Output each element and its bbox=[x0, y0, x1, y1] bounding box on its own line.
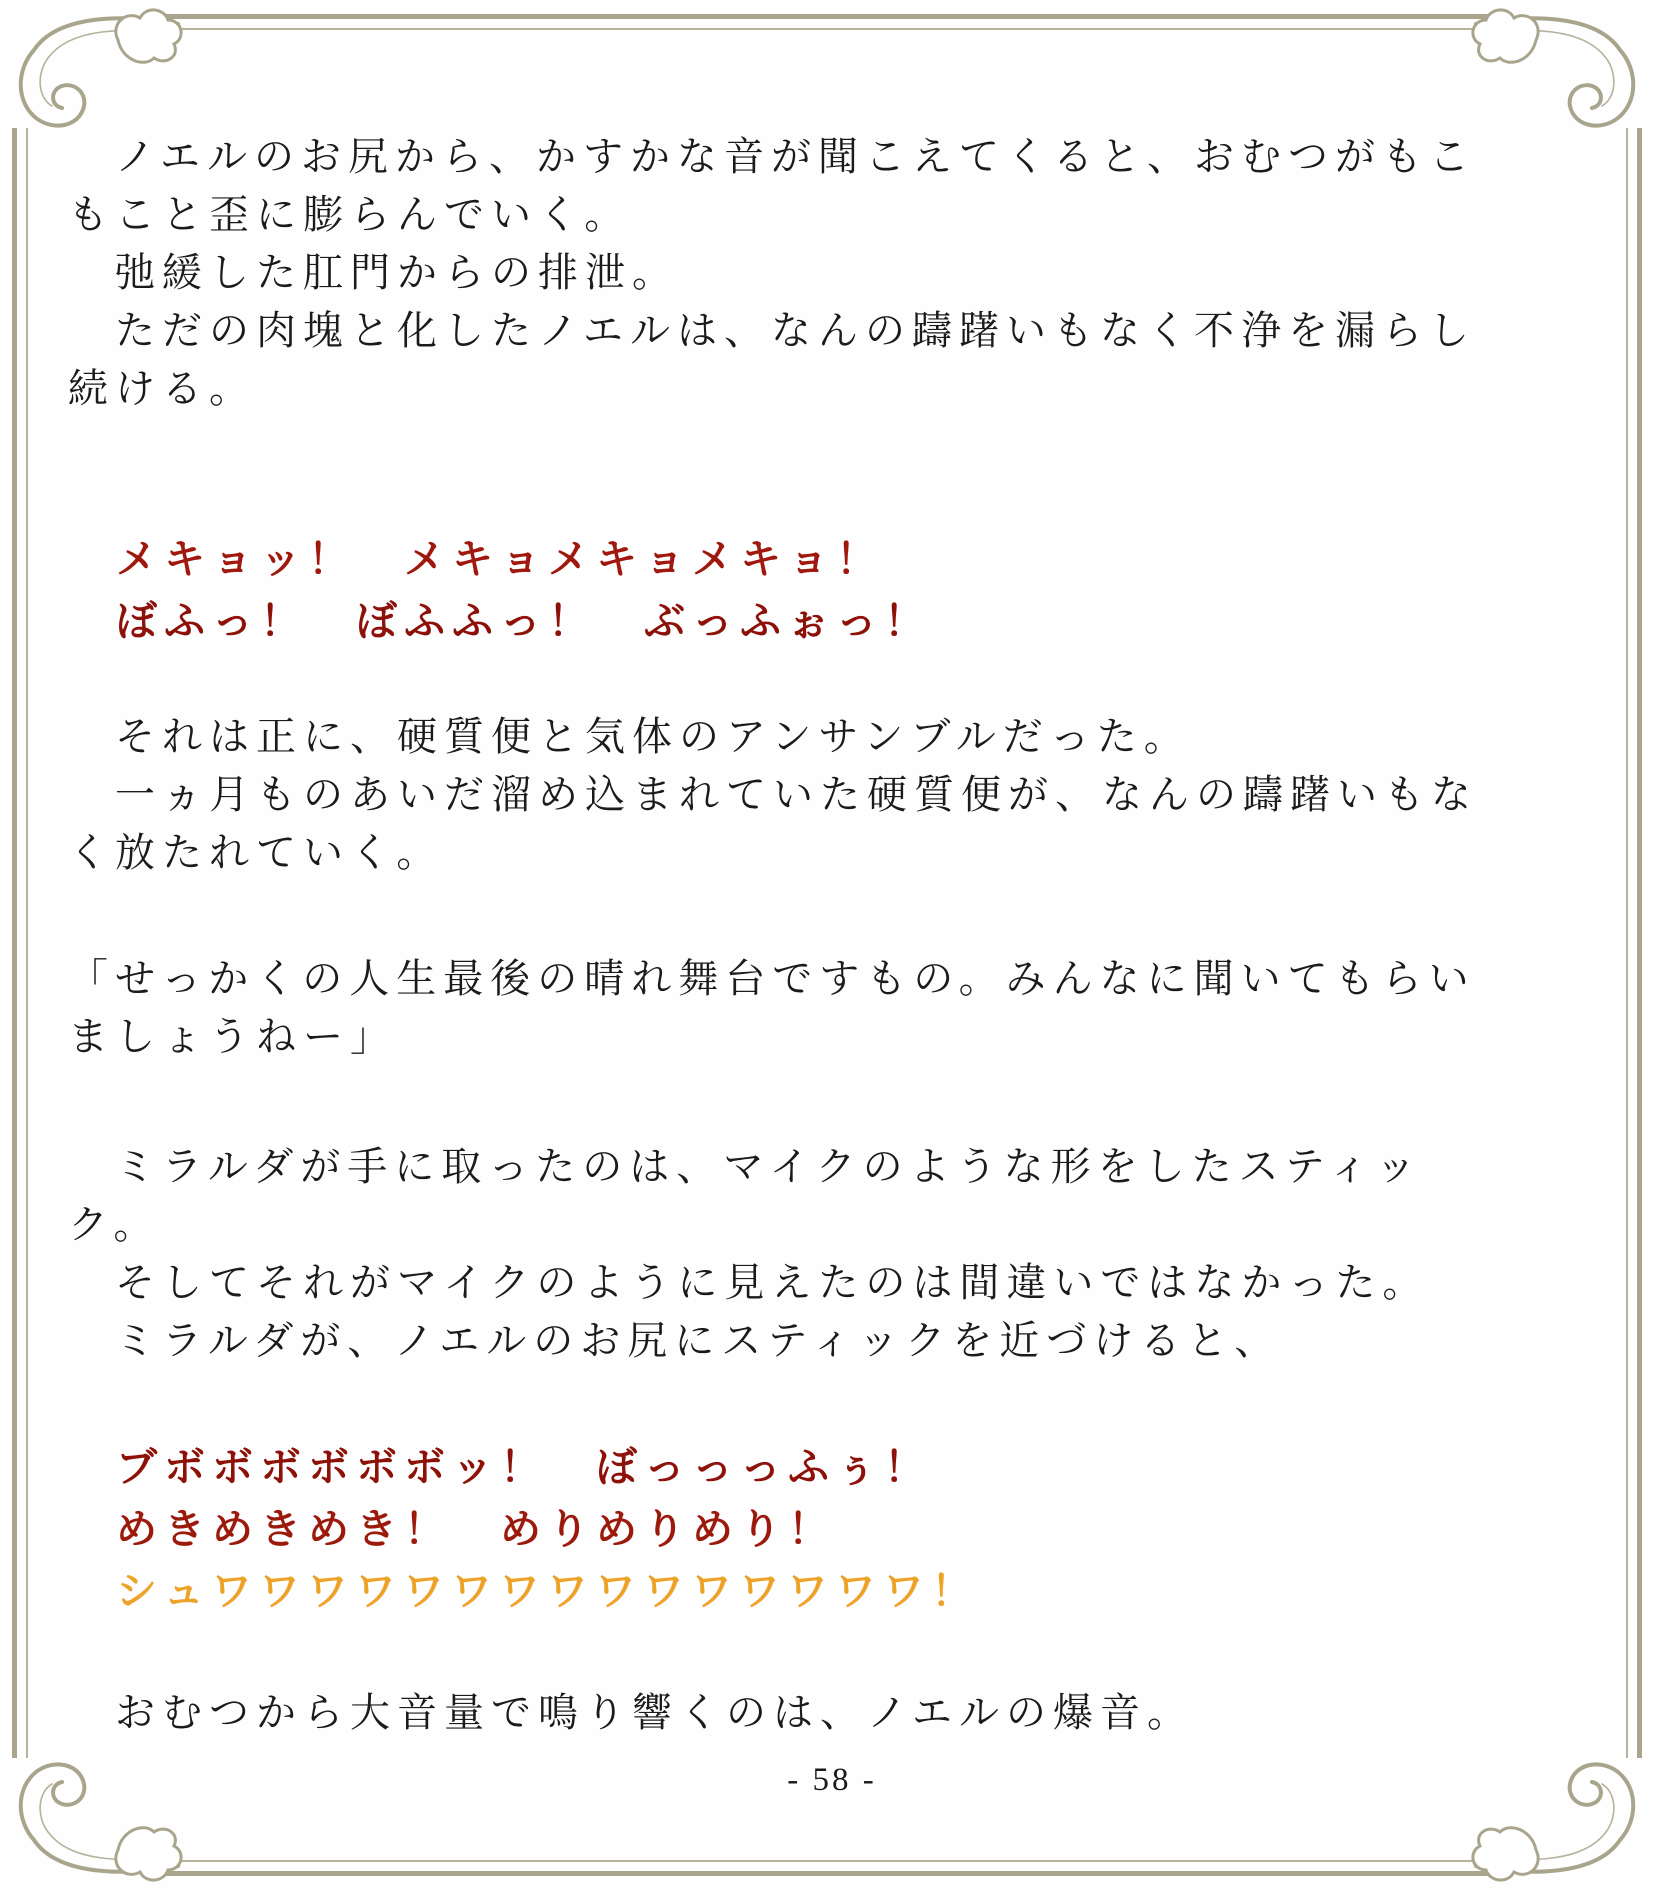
paragraph-4 bbox=[68, 1684, 1596, 1742]
text-line: ただの肉塊と化したノエルは、なんの躊躇いもなく不浄を漏らし bbox=[68, 308, 1476, 353]
text-line: 続ける。 bbox=[68, 366, 256, 411]
text-line: く放たれていく。 bbox=[68, 830, 444, 875]
text-line: それは正に、硬質便と気体のアンサンブルだった。 bbox=[68, 714, 1191, 759]
sfx-line: シュワワワワワワワワワワワワワワワ！ bbox=[68, 1568, 980, 1614]
text-line: ノエルのお尻から、かすかな音が聞こえてくると、おむつがもこ bbox=[68, 134, 1476, 179]
text-line: ミラルダが手に取ったのは、マイクのような形をしたスティッ bbox=[68, 1144, 1423, 1189]
frame-border-left bbox=[12, 128, 28, 1758]
sfx-block-1 bbox=[68, 528, 1596, 652]
sfx-line: めきめきめき！ めりめりめり！ bbox=[68, 1506, 836, 1552]
text-line: もこと歪に膨らんでいく。 bbox=[68, 192, 632, 237]
page-text bbox=[68, 128, 1596, 1802]
paragraph-1 bbox=[68, 128, 1596, 418]
sfx-block-2 bbox=[68, 1436, 1596, 1622]
sfx-line: メキョッ！ メキョメキョメキョ！ bbox=[68, 536, 884, 582]
frame-border-top bbox=[160, 14, 1494, 30]
sfx-line: ブボボボボボボッ！ ぼっっっふぅ！ bbox=[68, 1444, 932, 1490]
frame-border-right bbox=[1626, 128, 1642, 1758]
text-line: そしてそれがマイクのように見えたのは間違いではなかった。 bbox=[68, 1260, 1430, 1305]
page-number: - 58 - bbox=[787, 1762, 877, 1798]
text-line: おむつから大音量で鳴り響くのは、ノエルの爆音。 bbox=[68, 1690, 1194, 1735]
dialogue-line: ましょうねー」 bbox=[68, 1014, 397, 1059]
text-line: 一ヵ月ものあいだ溜め込まれていた硬質便が、なんの躊躇いもな bbox=[68, 772, 1478, 817]
paragraph-2 bbox=[68, 708, 1596, 882]
frame-border-bottom bbox=[160, 1860, 1494, 1876]
dialogue-block bbox=[68, 950, 1596, 1066]
sfx-line: ぼふっ！ ぼふふっ！ ぶっふぉっ！ bbox=[68, 598, 932, 644]
text-line: ク。 bbox=[68, 1202, 161, 1247]
text-line: ミラルダが、ノエルのお尻にスティックを近づけると、 bbox=[68, 1318, 1282, 1363]
dialogue-line: 「せっかくの人生最後の晴れ舞台ですもの。みんなに聞いてもらい bbox=[68, 956, 1476, 1001]
text-line: 弛緩した肛門からの排泄。 bbox=[68, 250, 679, 295]
paragraph-3 bbox=[68, 1138, 1596, 1370]
